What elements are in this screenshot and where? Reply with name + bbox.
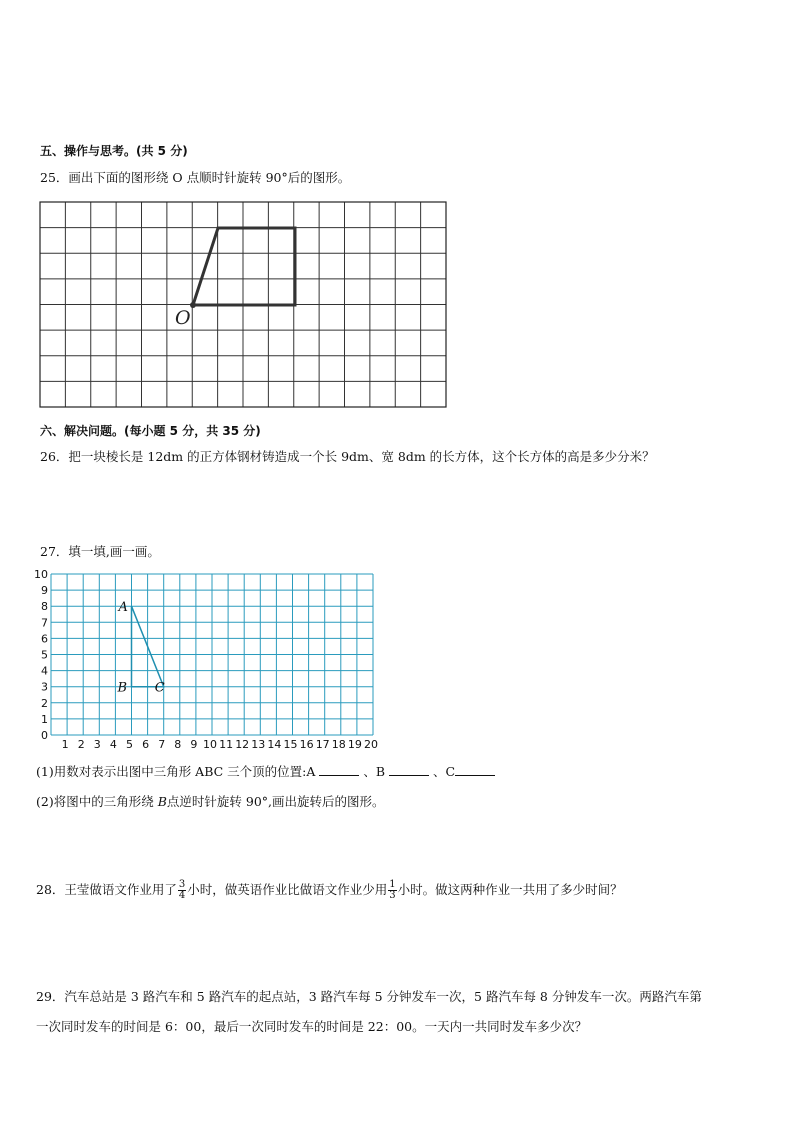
q27-grid [34, 566, 394, 756]
q25-origin-point [190, 302, 196, 308]
answer-blank-a[interactable] [319, 775, 359, 776]
q27-y-tick: 10 [34, 568, 48, 581]
q27-x-tick: 16 [299, 738, 314, 751]
q27-x-tick: 19 [347, 738, 362, 751]
q27-y-tick: 1 [41, 712, 48, 726]
q28-suffix: 小时。做这两种作业一共用了多少时间？ [397, 882, 623, 897]
q27-x-tick: 3 [93, 738, 101, 751]
q27-y-tick: 3 [41, 680, 48, 694]
q25-origin-label: O [175, 307, 191, 329]
q27-x-tick: 12 [235, 738, 250, 751]
q27-part2-prefix: (2)将图中的三角形绕 [36, 794, 154, 809]
section6-heading: 六、解决问题。(每小题 5 分，共 35 分) [40, 424, 261, 438]
question-27-part1 [36, 762, 495, 780]
question-25: 25．画出下面的图形绕 O 点顺时针旋转 90°后的图形。 [40, 170, 351, 185]
q27-x-tick: 6 [142, 738, 150, 751]
q27-x-tick: 5 [126, 738, 133, 751]
q27-y-tick: 9 [41, 584, 48, 598]
point-label-b: B [117, 680, 128, 696]
question-27-part2 [36, 792, 385, 810]
q27-part1-prefix: (1)用数对表示出图中三角形 ABC 三个顶的位置:A [36, 764, 316, 779]
question-28 [36, 880, 623, 901]
q27-x-tick: 4 [109, 738, 117, 751]
section5-heading: 五、操作与思考。(共 5 分) [40, 144, 188, 158]
q27-y-tick: 4 [41, 664, 48, 678]
answer-blank-c[interactable] [455, 775, 495, 776]
question-29-line2: 一次同时发车的时间是 6：00，最后一次同时发车的时间是 22：00。一天内一共同时发车多少次？ [36, 1019, 588, 1034]
question-29-line1: 29．汽车总站是 3 路汽车和 5 路汽车的起点站，3 路汽车每 5 分钟发车一次，5 路汽车每 8 分钟发车一次。两路汽车第 [36, 989, 702, 1004]
q27-x-tick: 1 [61, 738, 69, 751]
q27-y-tick: 5 [41, 648, 48, 662]
q27-x-tick: 18 [331, 738, 346, 751]
q28-middle: 小时，做英语作业比做语文作业少用 [187, 882, 388, 897]
q27-x-tick: 8 [174, 738, 182, 751]
q27-y-tick: 7 [41, 616, 48, 630]
q25-figure [193, 228, 295, 305]
q25-grid [40, 202, 450, 412]
q27-x-tick: 9 [190, 738, 198, 751]
q27-y-tick: 6 [41, 632, 48, 646]
q27-x-tick: 2 [77, 738, 85, 751]
q27-x-tick: 17 [315, 738, 330, 751]
fraction-1-3: $\frac{1}{3}$ [389, 879, 396, 901]
q27-x-tick: 11 [219, 738, 234, 751]
q27-part2-point: B [157, 794, 167, 809]
q27-part1-c: 、C [433, 764, 456, 779]
q27-y-tick: 8 [41, 600, 48, 614]
q27-part1-b: 、B [363, 764, 386, 779]
question-27-title: 27．填一填,画一画。 [40, 544, 160, 559]
point-label-c: C [154, 680, 165, 696]
q27-x-tick: 20 [364, 738, 378, 751]
point-label-a: A [118, 600, 128, 616]
q27-y-tick: 2 [41, 696, 48, 710]
answer-blank-b[interactable] [389, 775, 429, 776]
q27-x-tick: 13 [251, 738, 266, 751]
q27-x-tick: 15 [283, 738, 298, 751]
q28-prefix: 28．王莹做语文作业用了 [36, 882, 177, 897]
q27-x-tick: 7 [158, 738, 166, 751]
q27-x-tick: 10 [203, 738, 217, 751]
question-26: 26．把一块棱长是 12dm 的正方体钢材铸造成一个长 9dm、宽 8dm 的长方体，这个长方体的高是多少分米？ [40, 449, 655, 464]
q27-part2-suffix: 点逆时针旋转 90°,画出旋转后的图形。 [166, 794, 385, 809]
fraction-3-4: $\frac{3}{4}$ [178, 879, 186, 901]
q27-y-tick: 0 [41, 729, 48, 742]
q27-x-tick: 14 [267, 738, 282, 751]
